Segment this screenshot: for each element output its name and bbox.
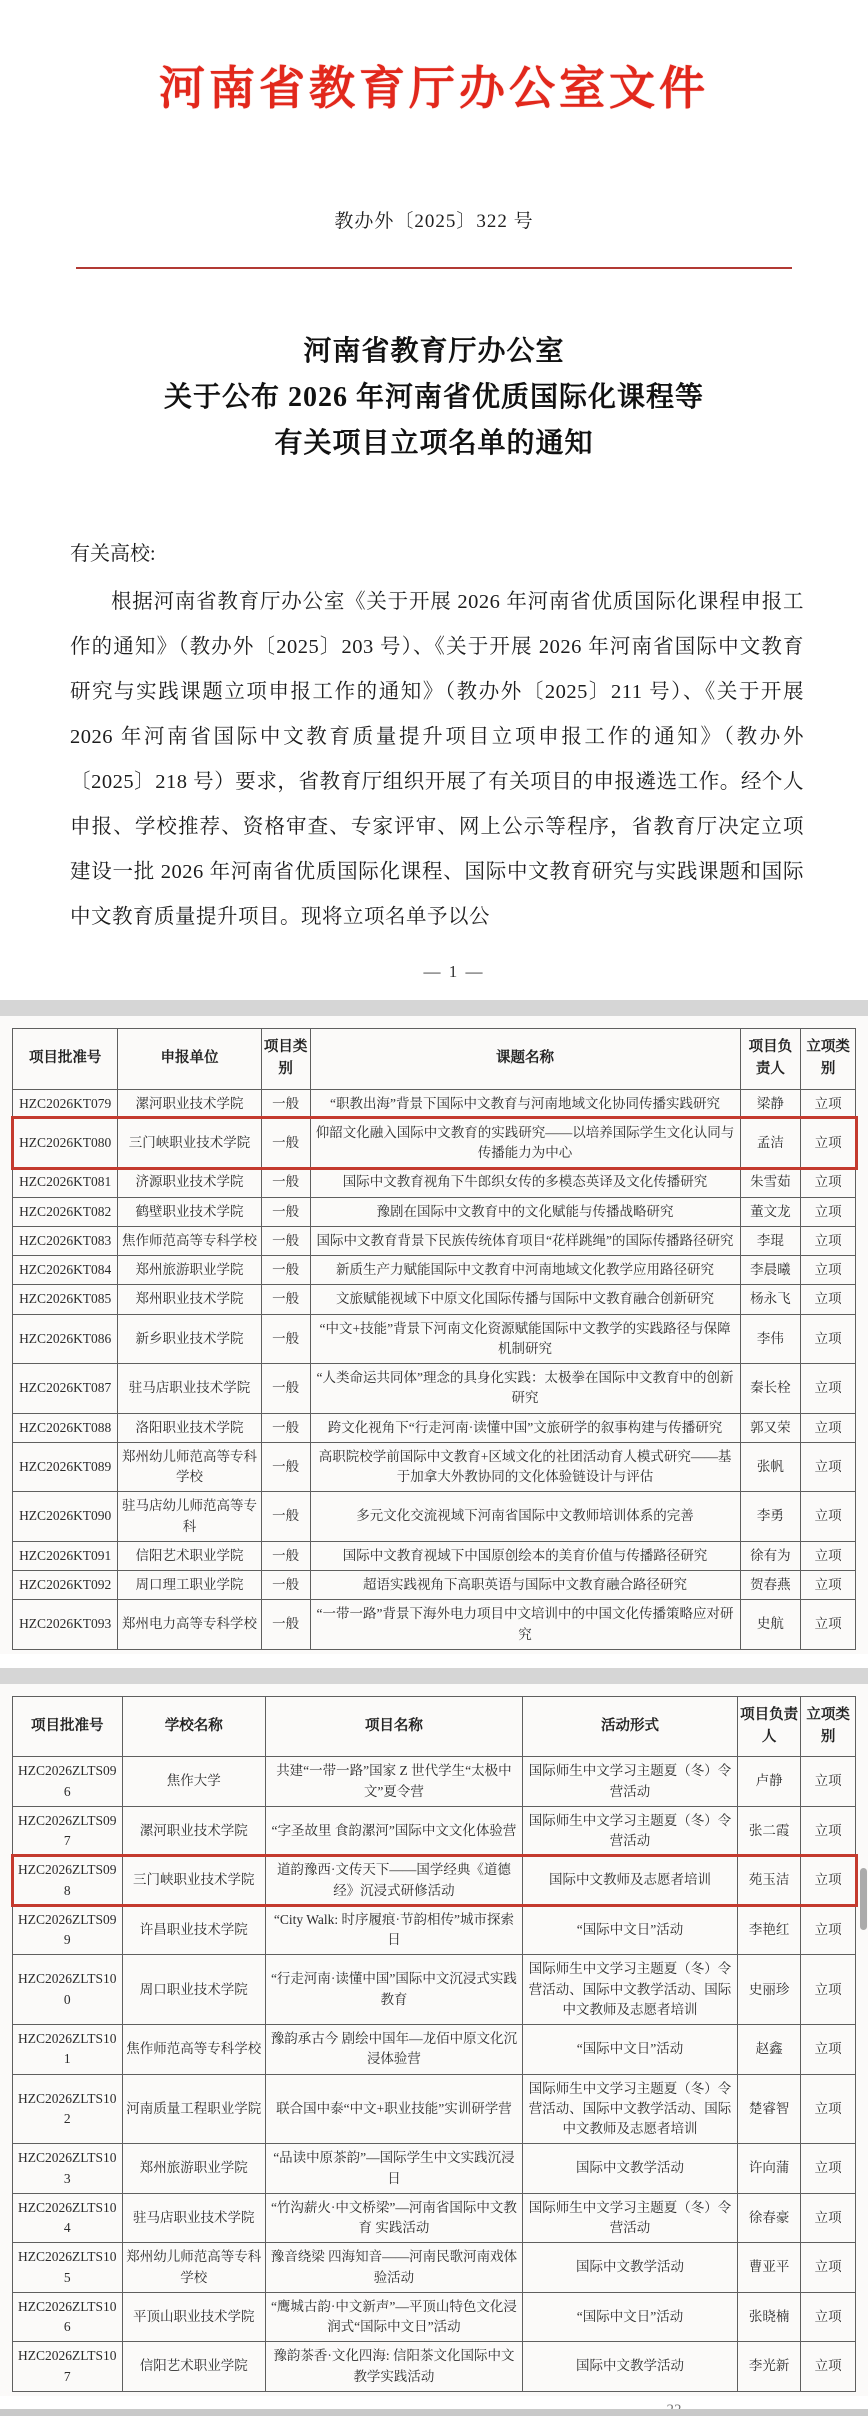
table-1-header bbox=[13, 1029, 856, 1090]
approval-no-cell: HZC2026ZLTS098 bbox=[13, 1856, 123, 1906]
project-leader-cell: 赵鑫 bbox=[737, 2025, 800, 2075]
applicant-unit-cell: 驻马店幼儿师范高等专科 bbox=[118, 1492, 261, 1542]
applicant-unit-cell: 三门峡职业技术学院 bbox=[118, 1118, 261, 1168]
project-title-cell: 跨文化视角下“行走河南·读懂中国”文旅研学的叙事构建与传播研究 bbox=[310, 1413, 740, 1442]
table-row bbox=[13, 1905, 856, 1955]
table-2-header bbox=[13, 1696, 856, 1757]
column-header-project-leader: 项目负责人 bbox=[740, 1029, 801, 1090]
project-type-cell: 一般 bbox=[261, 1413, 310, 1442]
project-name-cell: “竹沟薪火·中文桥梁”—河南省国际中文教育 实践活动 bbox=[265, 2193, 522, 2243]
page-separator bbox=[0, 1000, 868, 1016]
project-leader-cell: 秦长栓 bbox=[740, 1364, 801, 1414]
table-row bbox=[13, 1413, 856, 1442]
school-name-cell: 驻马店职业技术学院 bbox=[122, 2193, 265, 2243]
project-title-cell: 仰韶文化融入国际中文教育的实践研究——以培养国际学生文化认同与传播能力为中心 bbox=[310, 1118, 740, 1168]
approval-no-cell: HZC2026KT086 bbox=[13, 1314, 118, 1364]
project-leader-cell: 曹亚平 bbox=[737, 2243, 800, 2293]
project-type-cell: 一般 bbox=[261, 1197, 310, 1226]
project-type-cell: 一般 bbox=[261, 1364, 310, 1414]
approval-category-cell: 立项 bbox=[801, 1089, 856, 1118]
table-row bbox=[13, 1571, 856, 1600]
approval-category-cell: 立项 bbox=[801, 1256, 856, 1285]
project-name-cell: “鹰城古韵·中文新声”—平顶山特色文化浸润式“国际中文日”活动 bbox=[265, 2292, 522, 2342]
approval-category-cell: 立项 bbox=[801, 2025, 856, 2075]
project-title-cell: “中文+技能”背景下河南文化资源赋能国际中文教学的实践路径与保障机制研究 bbox=[310, 1314, 740, 1364]
column-header-project-leader: 项目负责人 bbox=[737, 1696, 800, 1757]
column-header-applicant-unit: 申报单位 bbox=[118, 1029, 261, 1090]
table-2-body bbox=[13, 1757, 856, 2392]
approval-no-cell: HZC2026KT090 bbox=[13, 1492, 118, 1542]
project-leader-cell: 贺春燕 bbox=[740, 1571, 801, 1600]
approval-no-cell: HZC2026KT080 bbox=[13, 1118, 118, 1168]
approval-no-cell: HZC2026ZLTS103 bbox=[13, 2144, 123, 2194]
table-row bbox=[13, 1168, 856, 1197]
project-title-cell: 国际中文教育视角下牛郎织女传的多模态英译及文化传播研究 bbox=[310, 1168, 740, 1197]
approval-category-cell: 立项 bbox=[801, 2292, 856, 2342]
activity-form-cell: “国际中文日”活动 bbox=[523, 1905, 738, 1955]
project-leader-cell: 苑玉洁 bbox=[737, 1856, 800, 1906]
school-name-cell: 周口职业技术学院 bbox=[122, 1955, 265, 2025]
approval-category-cell: 立项 bbox=[801, 1197, 856, 1226]
project-type-cell: 一般 bbox=[261, 1314, 310, 1364]
project-leader-cell: 李琨 bbox=[740, 1226, 801, 1255]
table-row bbox=[13, 1442, 856, 1492]
project-title-cell: 新质生产力赋能国际中文教育中河南地域文化教学应用路径研究 bbox=[310, 1256, 740, 1285]
project-name-cell: 豫韵承古今 剧绘中国年—龙佰中原文化沉浸体验营 bbox=[265, 2025, 522, 2075]
project-leader-cell: 徐春豪 bbox=[737, 2193, 800, 2243]
activity-form-cell: 国际师生中文学习主题夏（冬）令营活动 bbox=[523, 2193, 738, 2243]
approval-category-cell: 立项 bbox=[801, 1600, 856, 1650]
table-1-section bbox=[0, 1016, 868, 1654]
project-leader-cell: 李伟 bbox=[740, 1314, 801, 1364]
activity-form-cell: 国际中文教学活动 bbox=[523, 2342, 738, 2392]
table-row bbox=[13, 1492, 856, 1542]
activity-form-cell: “国际中文日”活动 bbox=[523, 2292, 738, 2342]
project-title-cell: 多元文化交流视域下河南省国际中文教师培训体系的完善 bbox=[310, 1492, 740, 1542]
project-leader-cell: 徐有为 bbox=[740, 1541, 801, 1570]
applicant-unit-cell: 郑州幼儿师范高等专科学校 bbox=[118, 1442, 261, 1492]
project-leader-cell: 张晓楠 bbox=[737, 2292, 800, 2342]
applicant-unit-cell: 周口理工职业学院 bbox=[118, 1571, 261, 1600]
approval-category-cell: 立项 bbox=[801, 1757, 856, 1807]
approval-category-cell: 立项 bbox=[801, 1571, 856, 1600]
column-header-approval-no: 项目批准号 bbox=[13, 1029, 118, 1090]
school-name-cell: 信阳艺术职业学院 bbox=[122, 2342, 265, 2392]
project-leader-cell: 李光新 bbox=[737, 2342, 800, 2392]
column-header-approval-category: 立项类别 bbox=[801, 1029, 856, 1090]
project-leader-cell: 李艳红 bbox=[737, 1905, 800, 1955]
table-row bbox=[13, 1314, 856, 1364]
approval-category-cell: 立项 bbox=[801, 1413, 856, 1442]
project-type-cell: 一般 bbox=[261, 1541, 310, 1570]
table-row bbox=[13, 1364, 856, 1414]
applicant-unit-cell: 济源职业技术学院 bbox=[118, 1168, 261, 1197]
project-type-cell: 一般 bbox=[261, 1256, 310, 1285]
project-type-cell: 一般 bbox=[261, 1442, 310, 1492]
approval-no-cell: HZC2026KT088 bbox=[13, 1413, 118, 1442]
project-name-cell: “City Walk: 时序履痕·节韵相传”城市探索日 bbox=[265, 1905, 522, 1955]
school-name-cell: 郑州旅游职业学院 bbox=[122, 2144, 265, 2194]
approval-no-cell: HZC2026ZLTS105 bbox=[13, 2243, 123, 2293]
approval-no-cell: HZC2026KT079 bbox=[13, 1089, 118, 1118]
approval-no-cell: HZC2026ZLTS097 bbox=[13, 1806, 123, 1856]
document-number: 教办外〔2025〕322 号 bbox=[334, 211, 534, 232]
project-leader-cell: 张二霞 bbox=[737, 1806, 800, 1856]
project-title-cell: 国际中文教育视域下中国原创绘本的美育价值与传播路径研究 bbox=[310, 1541, 740, 1570]
project-approval-table-1 bbox=[12, 1028, 856, 1650]
letterhead-title: 河南省教育厅办公室文件 bbox=[159, 63, 709, 114]
project-leader-cell: 卢静 bbox=[737, 1757, 800, 1807]
column-header-project-type: 项目类别 bbox=[261, 1029, 310, 1090]
table-row bbox=[13, 1226, 856, 1255]
applicant-unit-cell: 郑州电力高等专科学校 bbox=[118, 1600, 261, 1650]
school-name-cell: 许昌职业技术学院 bbox=[122, 1905, 265, 1955]
project-leader-cell: 李晨曦 bbox=[740, 1256, 801, 1285]
activity-form-cell: 国际中文教师及志愿者培训 bbox=[523, 1856, 738, 1906]
project-title-cell: 豫剧在国际中文教育中的文化赋能与传播战略研究 bbox=[310, 1197, 740, 1226]
approval-category-cell: 立项 bbox=[801, 1905, 856, 1955]
activity-form-cell: 国际师生中文学习主题夏（冬）令营活动 bbox=[523, 1806, 738, 1856]
approval-category-cell: 立项 bbox=[801, 1442, 856, 1492]
project-title-cell: 国际中文教育背景下民族传统体育项目“花样跳绳”的国际传播路径研究 bbox=[310, 1226, 740, 1255]
table-row bbox=[13, 1197, 856, 1226]
approval-no-cell: HZC2026ZLTS107 bbox=[13, 2342, 123, 2392]
project-name-cell: “字圣故里 食韵漯河”国际中文文化体验营 bbox=[265, 1806, 522, 1856]
table-row bbox=[13, 1285, 856, 1314]
approval-no-cell: HZC2026ZLTS099 bbox=[13, 1905, 123, 1955]
approval-category-cell: 立项 bbox=[801, 1285, 856, 1314]
approval-no-cell: HZC2026KT093 bbox=[13, 1600, 118, 1650]
project-title-cell: 文旅赋能视域下中原文化国际传播与国际中文教育融合创新研究 bbox=[310, 1285, 740, 1314]
activity-form-cell: 国际师生中文学习主题夏（冬）令营活动 bbox=[523, 1757, 738, 1807]
project-name-cell: 豫音绕梁 四海知音——河南民歌河南戏体验活动 bbox=[265, 2243, 522, 2293]
column-header-approval-category: 立项类别 bbox=[801, 1696, 856, 1757]
table-row bbox=[13, 1541, 856, 1570]
approval-category-cell: 立项 bbox=[801, 1168, 856, 1197]
project-type-cell: 一般 bbox=[261, 1492, 310, 1542]
table-row bbox=[13, 1118, 856, 1168]
column-header-project-title: 课题名称 bbox=[310, 1029, 740, 1090]
project-leader-cell: 张帆 bbox=[740, 1442, 801, 1492]
notice-title-line-1: 河南省教育厅办公室 bbox=[303, 336, 565, 367]
notice-title bbox=[0, 329, 868, 467]
project-name-cell: “行走河南·读懂中国”国际中文沉浸式实践教育 bbox=[265, 1955, 522, 2025]
project-leader-cell: 董文龙 bbox=[740, 1197, 801, 1226]
table-row bbox=[13, 1955, 856, 2025]
applicant-unit-cell: 郑州职业技术学院 bbox=[118, 1285, 261, 1314]
applicant-unit-cell: 新乡职业技术学院 bbox=[118, 1314, 261, 1364]
project-name-cell: 联合国中泰“中文+职业技能”实训研学营 bbox=[265, 2074, 522, 2144]
project-leader-cell: 郭又荣 bbox=[740, 1413, 801, 1442]
project-type-cell: 一般 bbox=[261, 1285, 310, 1314]
table-separator bbox=[0, 1668, 868, 1684]
approval-no-cell: HZC2026ZLTS101 bbox=[13, 2025, 123, 2075]
school-name-cell: 平顶山职业技术学院 bbox=[122, 2292, 265, 2342]
school-name-cell: 焦作大学 bbox=[122, 1757, 265, 1807]
table-row bbox=[13, 1806, 856, 1856]
project-leader-cell: 梁静 bbox=[740, 1089, 801, 1118]
approval-no-cell: HZC2026KT089 bbox=[13, 1442, 118, 1492]
letterhead bbox=[0, 0, 868, 269]
project-leader-cell: 史航 bbox=[740, 1600, 801, 1650]
activity-form-cell: 国际师生中文学习主题夏（冬）令营活动、国际中文教学活动、国际中文教师及志愿者培训 bbox=[523, 2074, 738, 2144]
project-approval-table-2 bbox=[12, 1696, 856, 2392]
approval-category-cell: 立项 bbox=[801, 2243, 856, 2293]
approval-category-cell: 立项 bbox=[801, 1314, 856, 1364]
school-name-cell: 郑州幼儿师范高等专科学校 bbox=[122, 2243, 265, 2293]
approval-no-cell: HZC2026ZLTS104 bbox=[13, 2193, 123, 2243]
table-row bbox=[13, 2342, 856, 2392]
column-header-project-name: 项目名称 bbox=[265, 1696, 522, 1757]
approval-category-cell: 立项 bbox=[801, 2193, 856, 2243]
approval-category-cell: 立项 bbox=[801, 1955, 856, 2025]
project-leader-cell: 史丽珍 bbox=[737, 1955, 800, 2025]
table-row bbox=[13, 1256, 856, 1285]
table-2-section bbox=[0, 1684, 868, 2396]
approval-category-cell: 立项 bbox=[801, 1806, 856, 1856]
approval-no-cell: HZC2026KT084 bbox=[13, 1256, 118, 1285]
table-row bbox=[13, 2193, 856, 2243]
applicant-unit-cell: 信阳艺术职业学院 bbox=[118, 1541, 261, 1570]
table-row bbox=[13, 2144, 856, 2194]
column-header-school-name: 学校名称 bbox=[122, 1696, 265, 1757]
project-title-cell: “一带一路”背景下海外电力项目中文培训中的中国文化传播策略应对研究 bbox=[310, 1600, 740, 1650]
table-row bbox=[13, 2292, 856, 2342]
notice-title-line-2: 关于公布 2026 年河南省优质国际化课程等 bbox=[163, 382, 704, 413]
body-paragraph: 根据河南省教育厅办公室《关于开展 2026 年河南省优质国际化课程申报工作的通知》（教办外〔2025〕203 号）、《关于开展 2026 年河南省国际中文教育研究与实践课题立项申报工作的通知》（教办外〔2025〕211 号）、《关于开展 2026 年河南省国际中文教育质量提升项目立项申报工作的通知》（教办外〔2025〕218 号）要求，省教育厅组织开展了有关项目的申报遴选工作。经个人申报、学校推荐、资格审查、专家评审、网上公示等程序，省教育厅决定立项建设一批 2026 年河南省优质国际化课程、国际中文教育研究与实践课题和国际中文教育质量提升项目。现将立项名单予以公 bbox=[70, 591, 804, 928]
notice-title-line-3: 有关项目立项名单的通知 bbox=[274, 428, 594, 459]
table-row bbox=[13, 1757, 856, 1807]
project-type-cell: 一般 bbox=[261, 1226, 310, 1255]
project-title-cell: “职教出海”背景下国际中文教育与河南地域文化协同传播实践研究 bbox=[310, 1089, 740, 1118]
bottom-edge-band bbox=[0, 2409, 868, 2416]
project-type-cell: 一般 bbox=[261, 1600, 310, 1650]
project-title-cell: “人类命运共同体”理念的具身化实践：太极拳在国际中文教育中的创新研究 bbox=[310, 1364, 740, 1414]
approval-category-cell: 立项 bbox=[801, 1492, 856, 1542]
school-name-cell: 三门峡职业技术学院 bbox=[122, 1856, 265, 1906]
activity-form-cell: 国际中文教学活动 bbox=[523, 2144, 738, 2194]
applicant-unit-cell: 驻马店职业技术学院 bbox=[118, 1364, 261, 1414]
column-header-approval-no: 项目批准号 bbox=[13, 1696, 123, 1757]
page-number: — 1 — bbox=[423, 962, 485, 981]
approval-category-cell: 立项 bbox=[801, 1118, 856, 1168]
project-leader-cell: 朱雪茹 bbox=[740, 1168, 801, 1197]
project-type-cell: 一般 bbox=[261, 1118, 310, 1168]
project-name-cell: 共建“一带一路”国家 Z 世代学生“太极中文”夏令营 bbox=[265, 1757, 522, 1807]
applicant-unit-cell: 洛阳职业技术学院 bbox=[118, 1413, 261, 1442]
project-name-cell: “品读中原茶韵”—国际学生中文实践沉浸日 bbox=[265, 2144, 522, 2194]
salutation: 有关高校: bbox=[70, 543, 156, 565]
table-row bbox=[13, 1600, 856, 1650]
approval-no-cell: HZC2026KT081 bbox=[13, 1168, 118, 1197]
table-row bbox=[13, 2243, 856, 2293]
letter-body bbox=[0, 537, 868, 940]
project-title-cell: 超语实践视角下高职英语与国际中文教育融合路径研究 bbox=[310, 1571, 740, 1600]
approval-no-cell: HZC2026KT082 bbox=[13, 1197, 118, 1226]
project-leader-cell: 杨永飞 bbox=[740, 1285, 801, 1314]
project-leader-cell: 孟洁 bbox=[740, 1118, 801, 1168]
approval-category-cell: 立项 bbox=[801, 1226, 856, 1255]
table-row bbox=[13, 1089, 856, 1118]
project-type-cell: 一般 bbox=[261, 1168, 310, 1197]
school-name-cell: 焦作师范高等专科学校 bbox=[122, 2025, 265, 2075]
project-leader-cell: 许向蒲 bbox=[737, 2144, 800, 2194]
approval-category-cell: 立项 bbox=[801, 1364, 856, 1414]
applicant-unit-cell: 焦作师范高等专科学校 bbox=[118, 1226, 261, 1255]
project-type-cell: 一般 bbox=[261, 1089, 310, 1118]
project-name-cell: 豫韵茶香·文化四海: 信阳茶文化国际中文教学实践活动 bbox=[265, 2342, 522, 2392]
project-title-cell: 高职院校学前国际中文教育+区域文化的社团活动育人模式研究——基于加拿大外教协同的文化体验链设计与评估 bbox=[310, 1442, 740, 1492]
approval-no-cell: HZC2026KT091 bbox=[13, 1541, 118, 1570]
approval-no-cell: HZC2026ZLTS102 bbox=[13, 2074, 123, 2144]
approval-no-cell: HZC2026KT092 bbox=[13, 1571, 118, 1600]
approval-no-cell: HZC2026ZLTS100 bbox=[13, 1955, 123, 2025]
approval-no-cell: HZC2026ZLTS096 bbox=[13, 1757, 123, 1807]
activity-form-cell: “国际中文日”活动 bbox=[523, 2025, 738, 2075]
project-leader-cell: 楚睿智 bbox=[737, 2074, 800, 2144]
applicant-unit-cell: 郑州旅游职业学院 bbox=[118, 1256, 261, 1285]
approval-no-cell: HZC2026KT087 bbox=[13, 1364, 118, 1414]
table-row bbox=[13, 2025, 856, 2075]
activity-form-cell: 国际中文教学活动 bbox=[523, 2243, 738, 2293]
scrollbar-thumb[interactable] bbox=[860, 1868, 867, 1930]
project-leader-cell: 李勇 bbox=[740, 1492, 801, 1542]
table-row bbox=[13, 1856, 856, 1906]
applicant-unit-cell: 漯河职业技术学院 bbox=[118, 1089, 261, 1118]
table-row bbox=[13, 2074, 856, 2144]
approval-category-cell: 立项 bbox=[801, 2342, 856, 2392]
approval-no-cell: HZC2026KT085 bbox=[13, 1285, 118, 1314]
school-name-cell: 漯河职业技术学院 bbox=[122, 1806, 265, 1856]
project-name-cell: 道韵豫西·文传天下——国学经典《道德经》沉浸式研修活动 bbox=[265, 1856, 522, 1906]
project-type-cell: 一般 bbox=[261, 1571, 310, 1600]
approval-category-cell: 立项 bbox=[801, 2144, 856, 2194]
activity-form-cell: 国际师生中文学习主题夏（冬）令营活动、国际中文教学活动、国际中文教师及志愿者培训 bbox=[523, 1955, 738, 2025]
approval-category-cell: 立项 bbox=[801, 2074, 856, 2144]
approval-no-cell: HZC2026ZLTS106 bbox=[13, 2292, 123, 2342]
table-1-body bbox=[13, 1089, 856, 1649]
school-name-cell: 河南质量工程职业学院 bbox=[122, 2074, 265, 2144]
approval-category-cell: 立项 bbox=[801, 1856, 856, 1906]
approval-no-cell: HZC2026KT083 bbox=[13, 1226, 118, 1255]
approval-category-cell: 立项 bbox=[801, 1541, 856, 1570]
applicant-unit-cell: 鹤壁职业技术学院 bbox=[118, 1197, 261, 1226]
letterhead-divider bbox=[76, 267, 792, 269]
column-header-activity-form: 活动形式 bbox=[523, 1696, 738, 1757]
